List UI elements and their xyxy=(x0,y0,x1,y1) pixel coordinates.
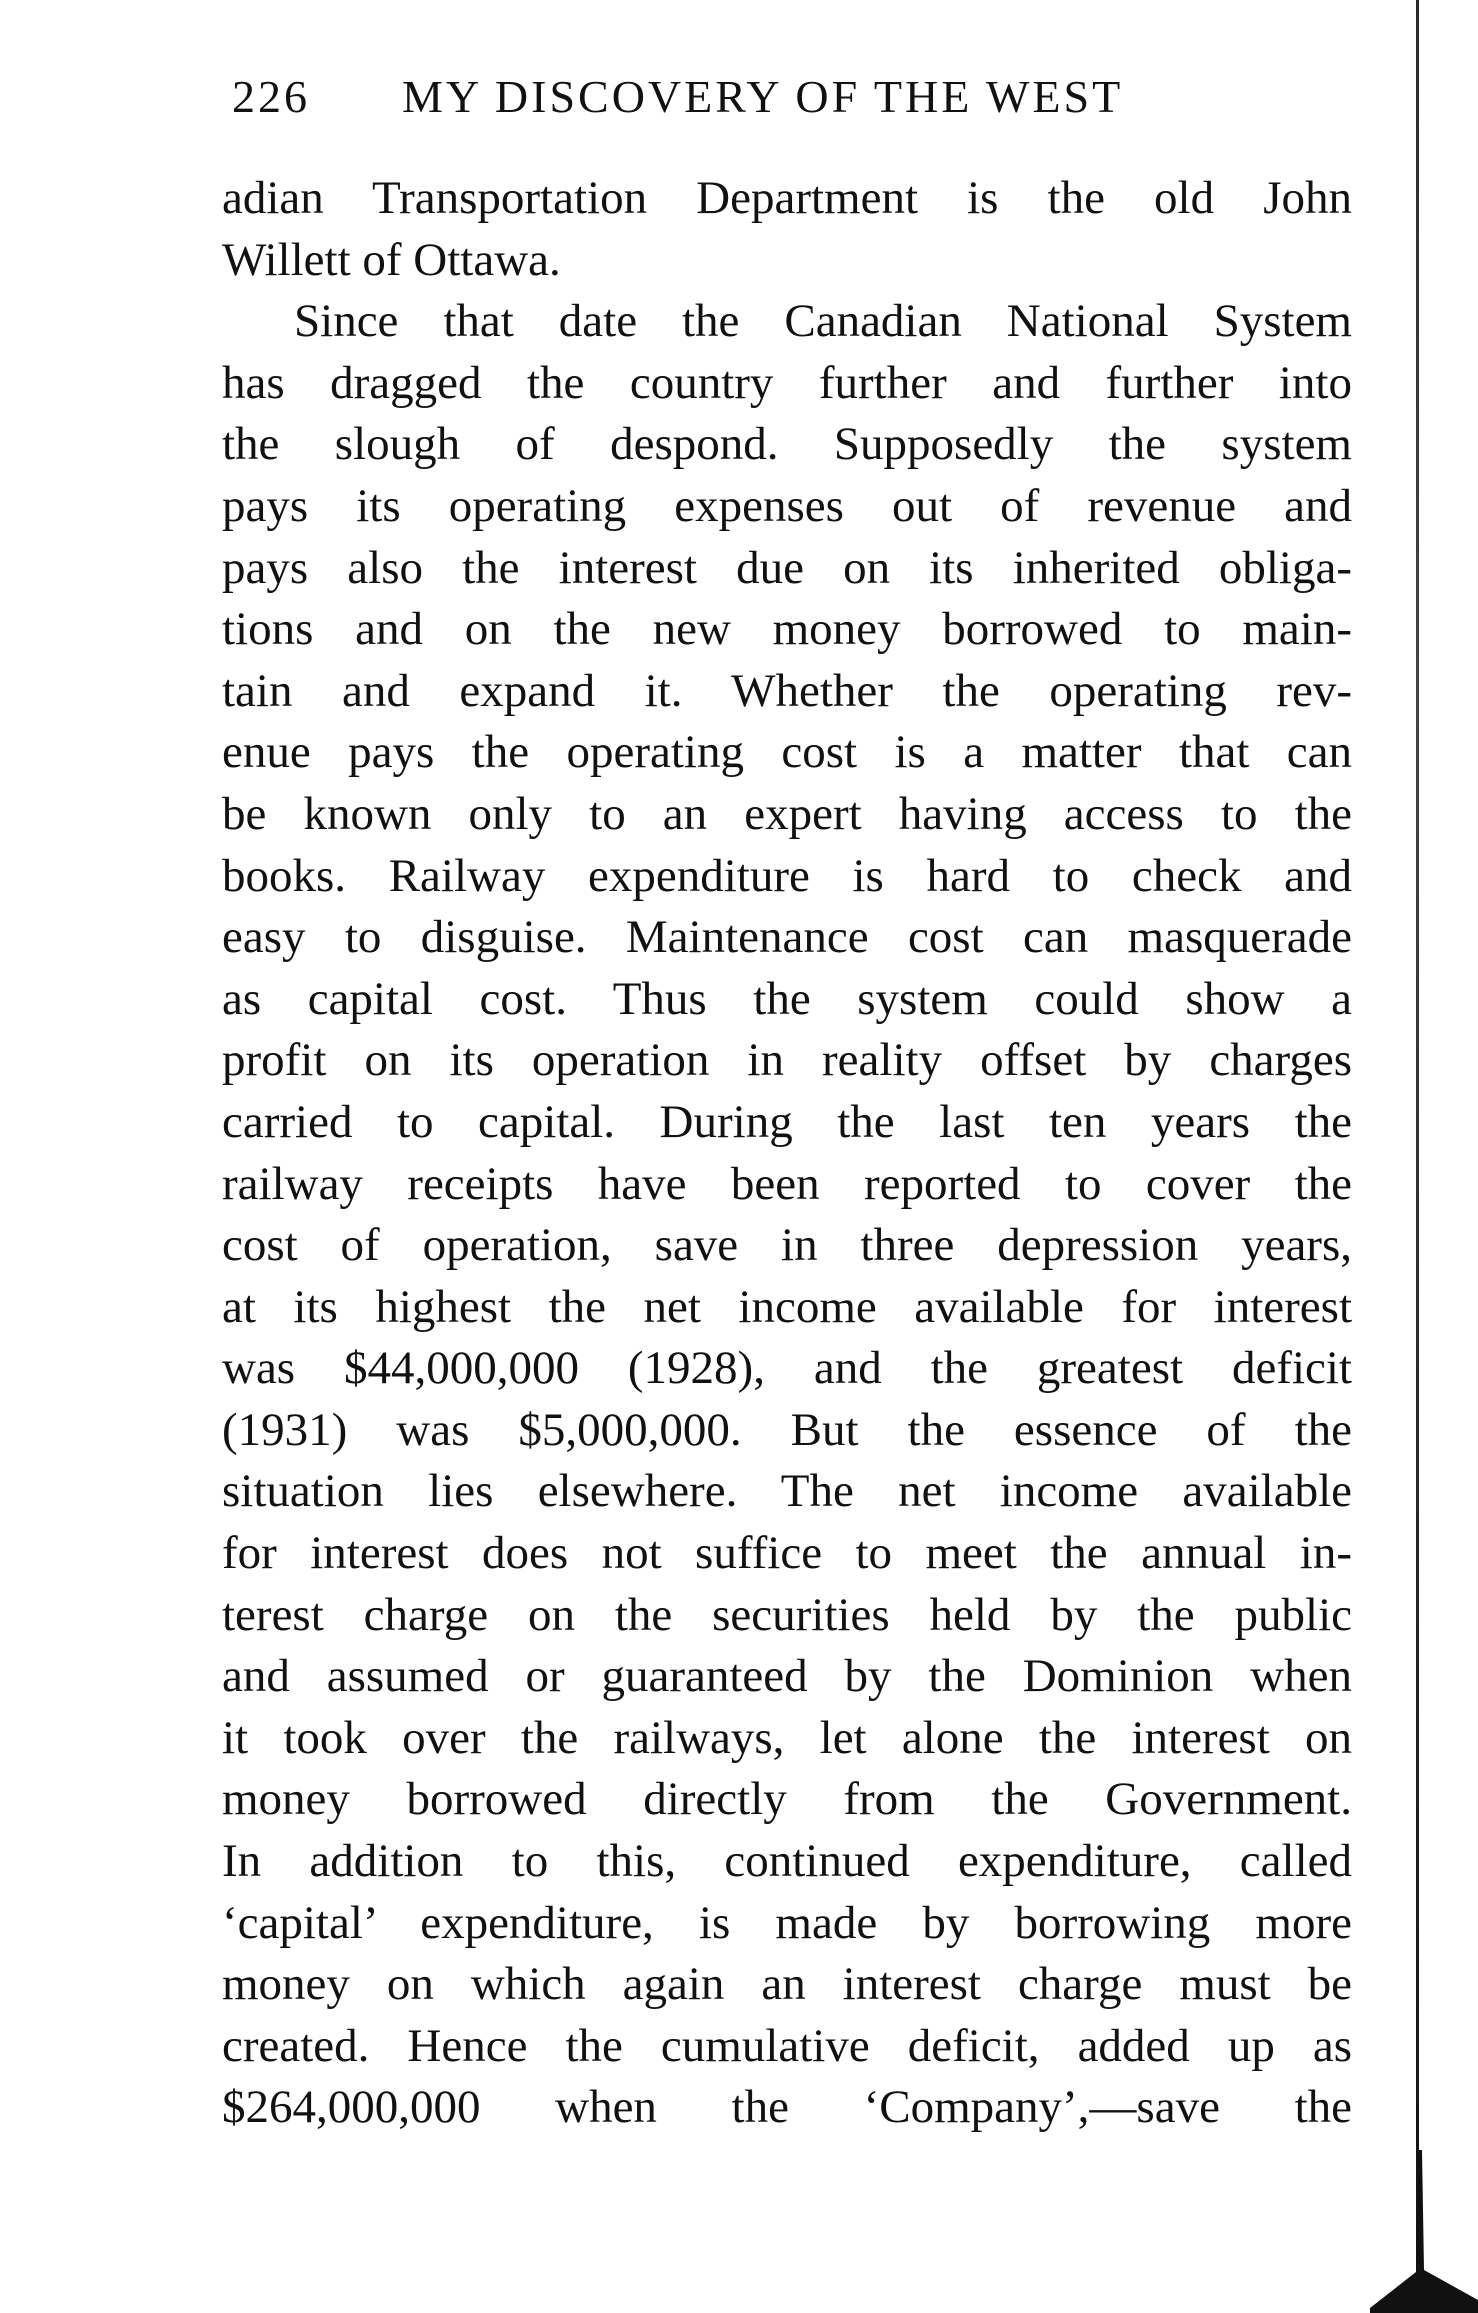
text-line: be known only to an expert having access to the xyxy=(222,787,1352,840)
text-line: enue pays the operating cost is a matter that can xyxy=(222,726,1352,779)
text-line: has dragged the country further and further into xyxy=(222,356,1352,409)
text-line: money borrowed directly from the Government. xyxy=(222,1773,1352,1826)
text-line: carried to capital. During the last ten years the xyxy=(222,1095,1352,1148)
text-line: the slough of despond. Supposedly the system xyxy=(222,418,1352,471)
text-line: created. Hence the cumulative deficit, added up as xyxy=(222,2019,1352,2072)
binding-shadow xyxy=(1370,2150,1478,2313)
text-line: as capital cost. Thus the system could show a xyxy=(222,972,1352,1025)
text-line: Since that date the Canadian National System xyxy=(294,295,1352,348)
text-line: In addition to this, continued expenditure, called xyxy=(222,1835,1352,1888)
text-line: and assumed or guaranteed by the Dominion when xyxy=(222,1650,1352,1703)
text-line: tions and on the new money borrowed to main- xyxy=(222,603,1352,656)
text-line: situation lies elsewhere. The net income available xyxy=(222,1465,1352,1518)
text-line: at its highest the net income available for interest xyxy=(222,1280,1352,1333)
text-line: profit on its operation in reality offset by charges xyxy=(222,1034,1352,1087)
text-line: ‘capital’ expenditure, is made by borrowing more xyxy=(222,1896,1352,1949)
text-line: (1931) was $5,000,000. But the essence of the xyxy=(222,1403,1352,1456)
text-line: railway receipts have been reported to cover the xyxy=(222,1157,1352,1210)
text-line: pays its operating expenses out of revenue and xyxy=(222,479,1352,532)
page-edge-rule xyxy=(1416,0,1419,2313)
text-line: terest charge on the securities held by the public xyxy=(222,1588,1352,1641)
running-title: MY DISCOVERY OF THE WEST xyxy=(402,71,1124,122)
text-line: easy to disguise. Maintenance cost can masquerade xyxy=(222,911,1352,964)
text-line: cost of operation, save in three depression years, xyxy=(222,1219,1352,1272)
text-line: pays also the interest due on its inherited obliga- xyxy=(222,541,1352,594)
body-text xyxy=(222,168,1352,2139)
text-line: for interest does not suffice to meet the annual in- xyxy=(222,1527,1352,1580)
text-line: $264,000,000 when the ‘Company’,—save the xyxy=(222,2081,1352,2134)
text-line: adian Transportation Department is the old John xyxy=(222,172,1352,224)
text-line: Willett of Ottawa. xyxy=(222,233,561,286)
running-head xyxy=(232,70,1332,140)
text-line: tain and expand it. Whether the operating rev- xyxy=(222,664,1352,717)
page-number: 226 xyxy=(232,71,310,122)
text-line: it took over the railways, let alone the interest on xyxy=(222,1711,1352,1764)
text-line: books. Railway expenditure is hard to check and xyxy=(222,849,1352,902)
text-line: was $44,000,000 (1928), and the greatest deficit xyxy=(222,1342,1352,1395)
text-line: money on which again an interest charge must be xyxy=(222,1958,1352,2011)
